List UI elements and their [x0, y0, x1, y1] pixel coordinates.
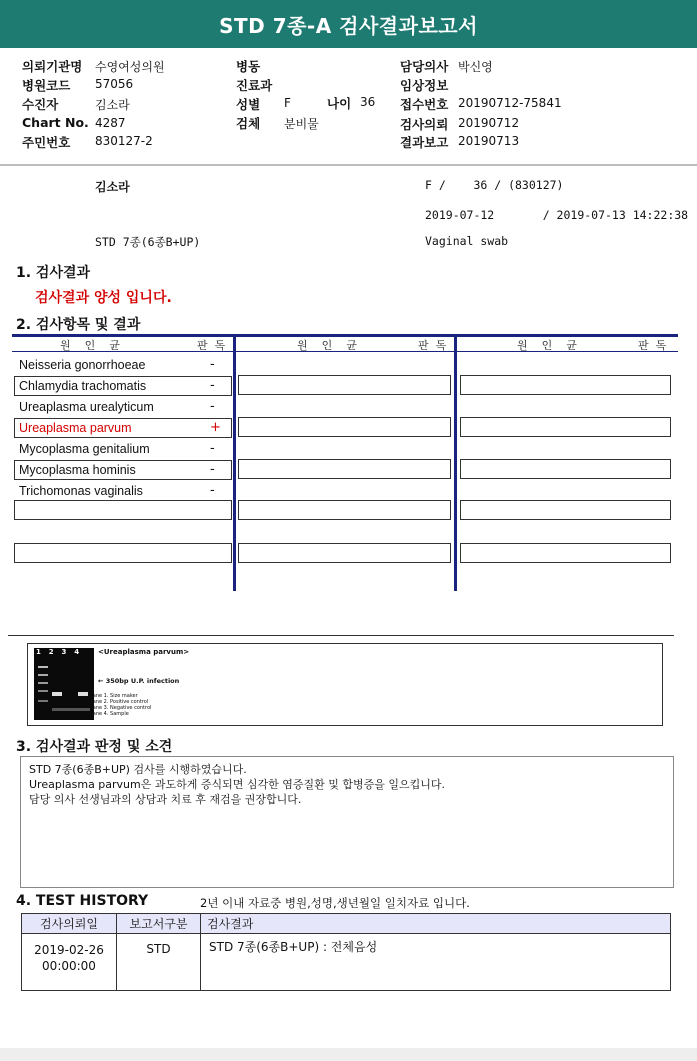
- empty-result-cell: [14, 500, 232, 520]
- organism-name: Mycoplasma genitalium: [19, 442, 150, 456]
- header-label: 병원코드: [22, 78, 71, 93]
- empty-result-cell: [238, 375, 451, 395]
- empty-result-cell: [460, 500, 671, 520]
- column-header-reading: 판 독: [418, 339, 447, 352]
- column-header-reading: 판 독: [197, 339, 226, 352]
- organism-reading: -: [210, 399, 215, 414]
- column-header-organism: 원 인 균: [297, 339, 357, 352]
- section2-title: 2. 검사항목 및 결과: [16, 317, 141, 333]
- header-label: 의뢰기관명: [22, 59, 83, 74]
- history-type: STD: [117, 934, 201, 991]
- finding-line: Ureaplasma parvum은 과도하게 증식되면 심각한 염증질환 및 합병증을 일으킵니다.: [29, 778, 445, 791]
- history-header: 검사의뢰일: [22, 914, 117, 934]
- summary-name: 김소라: [95, 180, 130, 194]
- header-value: 830127-2: [95, 134, 153, 148]
- gel-title: <Ureaplasma parvum>: [98, 648, 190, 656]
- header-label: 진료과: [236, 78, 273, 93]
- section3-title: 3. 검사결과 판정 및 소견: [16, 739, 173, 755]
- gel-marker-label: ← 350bp U.P. infection: [98, 677, 180, 685]
- empty-result-cell: [460, 417, 671, 437]
- history-table: [21, 913, 671, 991]
- empty-result-cell: [238, 543, 451, 563]
- age-label: 나이: [327, 96, 352, 111]
- empty-result-cell: [460, 459, 671, 479]
- section1-title: 1. 검사결과: [16, 265, 91, 281]
- header-label: 접수번호: [400, 97, 449, 112]
- header-label: 병동: [236, 59, 261, 74]
- organism-name: Ureaplasma urealyticum: [19, 400, 154, 414]
- table-divider-2: [454, 334, 457, 591]
- findings-box: [20, 756, 674, 888]
- organism-reading: -: [210, 357, 215, 372]
- header-label: 검사의뢰: [400, 117, 449, 132]
- age-value: 36: [360, 95, 376, 109]
- header-label: Chart No.: [22, 115, 89, 130]
- empty-result-cell: [460, 543, 671, 563]
- empty-result-cell: [14, 543, 232, 563]
- organism-name: Trichomonas vaginalis: [19, 484, 143, 498]
- finding-line: 담당 의사 선생님과의 상담과 치료 후 재검을 권장합니다.: [29, 793, 302, 806]
- organism-reading: -: [210, 483, 215, 498]
- history-result: STD 7종(6종B+UP) : 전체음성: [201, 934, 671, 991]
- history-time: 00:00:00: [42, 959, 96, 973]
- organism-reading: -: [210, 441, 215, 456]
- organism-reading: -: [210, 378, 215, 393]
- summary-specimen: Vaginal swab: [425, 234, 509, 248]
- header-value: 박신영: [458, 60, 493, 74]
- history-date-cell: [22, 934, 117, 991]
- organism-reading: +: [210, 420, 221, 435]
- section4-title: 4. TEST HISTORY: [16, 893, 149, 909]
- empty-result-cell: [238, 500, 451, 520]
- report-title: STD 7종-A 검사결과보고서: [0, 0, 697, 48]
- header-value: 57056: [95, 77, 134, 91]
- header-value: 20190712: [458, 116, 520, 130]
- empty-result-cell: [460, 375, 671, 395]
- table-divider-1: [233, 334, 236, 591]
- organism-name: Mycoplasma hominis: [19, 463, 136, 477]
- empty-result-cell: [238, 417, 451, 437]
- section1-result: 검사결과 양성 입니다.: [35, 290, 172, 306]
- column-header-organism: 원 인 균: [517, 339, 577, 352]
- history-header: 검사결과: [201, 914, 671, 934]
- organism-name: Chlamydia trachomatis: [19, 379, 147, 393]
- header-label: 검체: [236, 116, 261, 131]
- header-value: 20190712-75841: [458, 96, 562, 110]
- history-header: 보고서구분: [117, 914, 201, 934]
- gel-legend-line: Lane 1. Size maker: [90, 693, 138, 699]
- footer-bar: [0, 1048, 697, 1061]
- finding-line: STD 7종(6종B+UP) 검사를 시행하였습니다.: [29, 763, 247, 776]
- gel-legend-line: Lane 4. Sample: [90, 711, 129, 717]
- history-date: 2019-02-26: [34, 943, 104, 957]
- header-label: 수진자: [22, 97, 59, 112]
- summary-test: STD 7종(6종B+UP): [95, 235, 201, 249]
- organism-name: Ureaplasma parvum: [19, 421, 132, 435]
- gel-lane-numbers: 1 2 3 4: [36, 648, 81, 656]
- column-header-organism: 원 인 균: [60, 339, 120, 352]
- gel-electrophoresis-image: [34, 648, 94, 720]
- empty-result-cell: [238, 459, 451, 479]
- column-header-reading: 판 독: [638, 339, 667, 352]
- organism-name: Neisseria gonorrhoeae: [19, 358, 146, 372]
- header-label: 주민번호: [22, 135, 71, 150]
- header-value: 분비물: [284, 117, 319, 131]
- header-value: 20190713: [458, 134, 520, 148]
- gel-legend-line: Lane 2. Positive control: [90, 699, 149, 705]
- header-label: 결과보고: [400, 135, 449, 150]
- summary-dates: 2019-07-12 / 2019-07-13 14:22:38: [425, 208, 689, 222]
- organism-reading: -: [210, 462, 215, 477]
- header-label: 임상정보: [400, 78, 449, 93]
- header-value: 4287: [95, 116, 126, 130]
- header-value: 김소라: [95, 98, 130, 112]
- header-label: 담당의사: [400, 59, 449, 74]
- header-label: 성별: [236, 97, 261, 112]
- history-note: 2년 이내 자료중 병원,성명,생년월일 일치자료 입니다.: [200, 896, 470, 910]
- table-row: [22, 934, 671, 991]
- gel-legend-line: Lane 3. Negative control: [90, 705, 152, 711]
- header-value: F: [284, 96, 291, 110]
- summary-sex-age: F / 36 / (830127): [425, 178, 564, 192]
- header-value: 수영여성의원: [95, 60, 165, 74]
- gel-divider: [8, 635, 674, 636]
